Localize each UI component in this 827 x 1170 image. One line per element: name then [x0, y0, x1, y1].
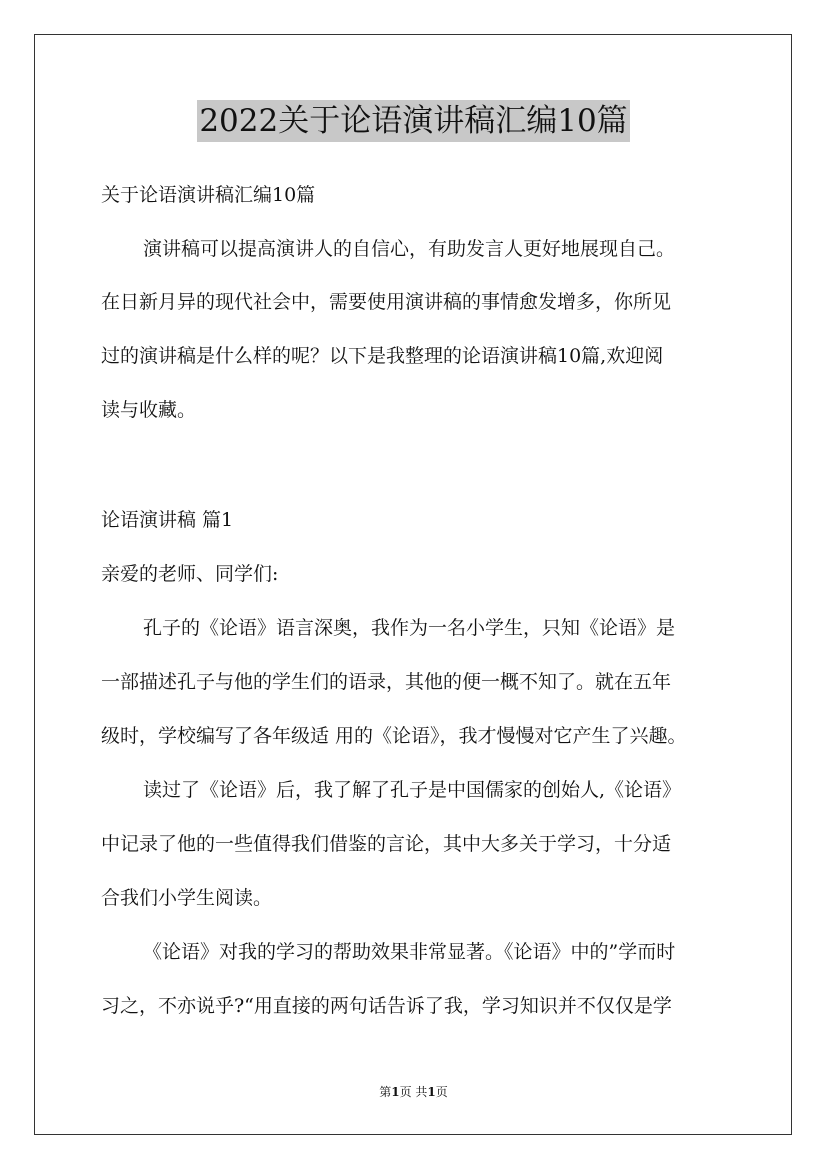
footer-suffix: 页 [435, 1085, 448, 1099]
section-heading: 论语演讲稿 篇1 [101, 509, 234, 531]
body-line-2: 一部描述孔子与他的学生们的语录，其他的便一概不知了。就在五年 [101, 671, 672, 693]
body-line-3: 级时，学校编写了各年级适 用的《论语》，我才慢慢对它产生了兴趣。 [101, 725, 687, 747]
intro-line-2: 在日新月异的现代社会中，需要使用演讲稿的事情愈发增多，你所见 [101, 291, 672, 313]
body-line-4: 读过了《论语》后，我了解了孔子是中国儒家的创始人,《论语》 [143, 779, 682, 801]
body-line-6: 合我们小学生阅读。 [101, 887, 273, 909]
intro-line-4: 读与收藏。 [101, 399, 197, 421]
document-title: 2022关于论语演讲稿汇编10篇 [197, 100, 629, 142]
footer-page-number: 1 [391, 1085, 400, 1099]
intro-line-3: 过的演讲稿是什么样的呢？以下是我整理的论语演讲稿10篇,欢迎阅 [101, 345, 664, 367]
document-subtitle: 关于论语演讲稿汇编10篇 [101, 184, 316, 206]
body-line-5: 中记录了他的一些值得我们借鉴的言论，其中大多关于学习，十分适 [101, 833, 672, 855]
intro-line-1: 演讲稿可以提高演讲人的自信心，有助发言人更好地展现自己。 [143, 238, 676, 260]
greeting: 亲爱的老师、同学们: [101, 563, 279, 585]
body-line-1: 孔子的《论语》语言深奥，我作为一名小学生，只知《论语》是 [143, 617, 676, 639]
body-line-7: 《论语》对我的学习的帮助效果非常显著。《论语》中的”学而时 [143, 941, 676, 963]
title-container [0, 100, 827, 142]
footer-total-pages: 1 [427, 1085, 436, 1099]
page-footer [0, 1084, 827, 1100]
footer-prefix: 第 [379, 1085, 392, 1099]
body-line-8: 习之，不亦说乎?“用直接的两句话告诉了我，学习知识并不仅仅是学 [101, 995, 672, 1017]
footer-mid: 页 共 [399, 1085, 428, 1099]
